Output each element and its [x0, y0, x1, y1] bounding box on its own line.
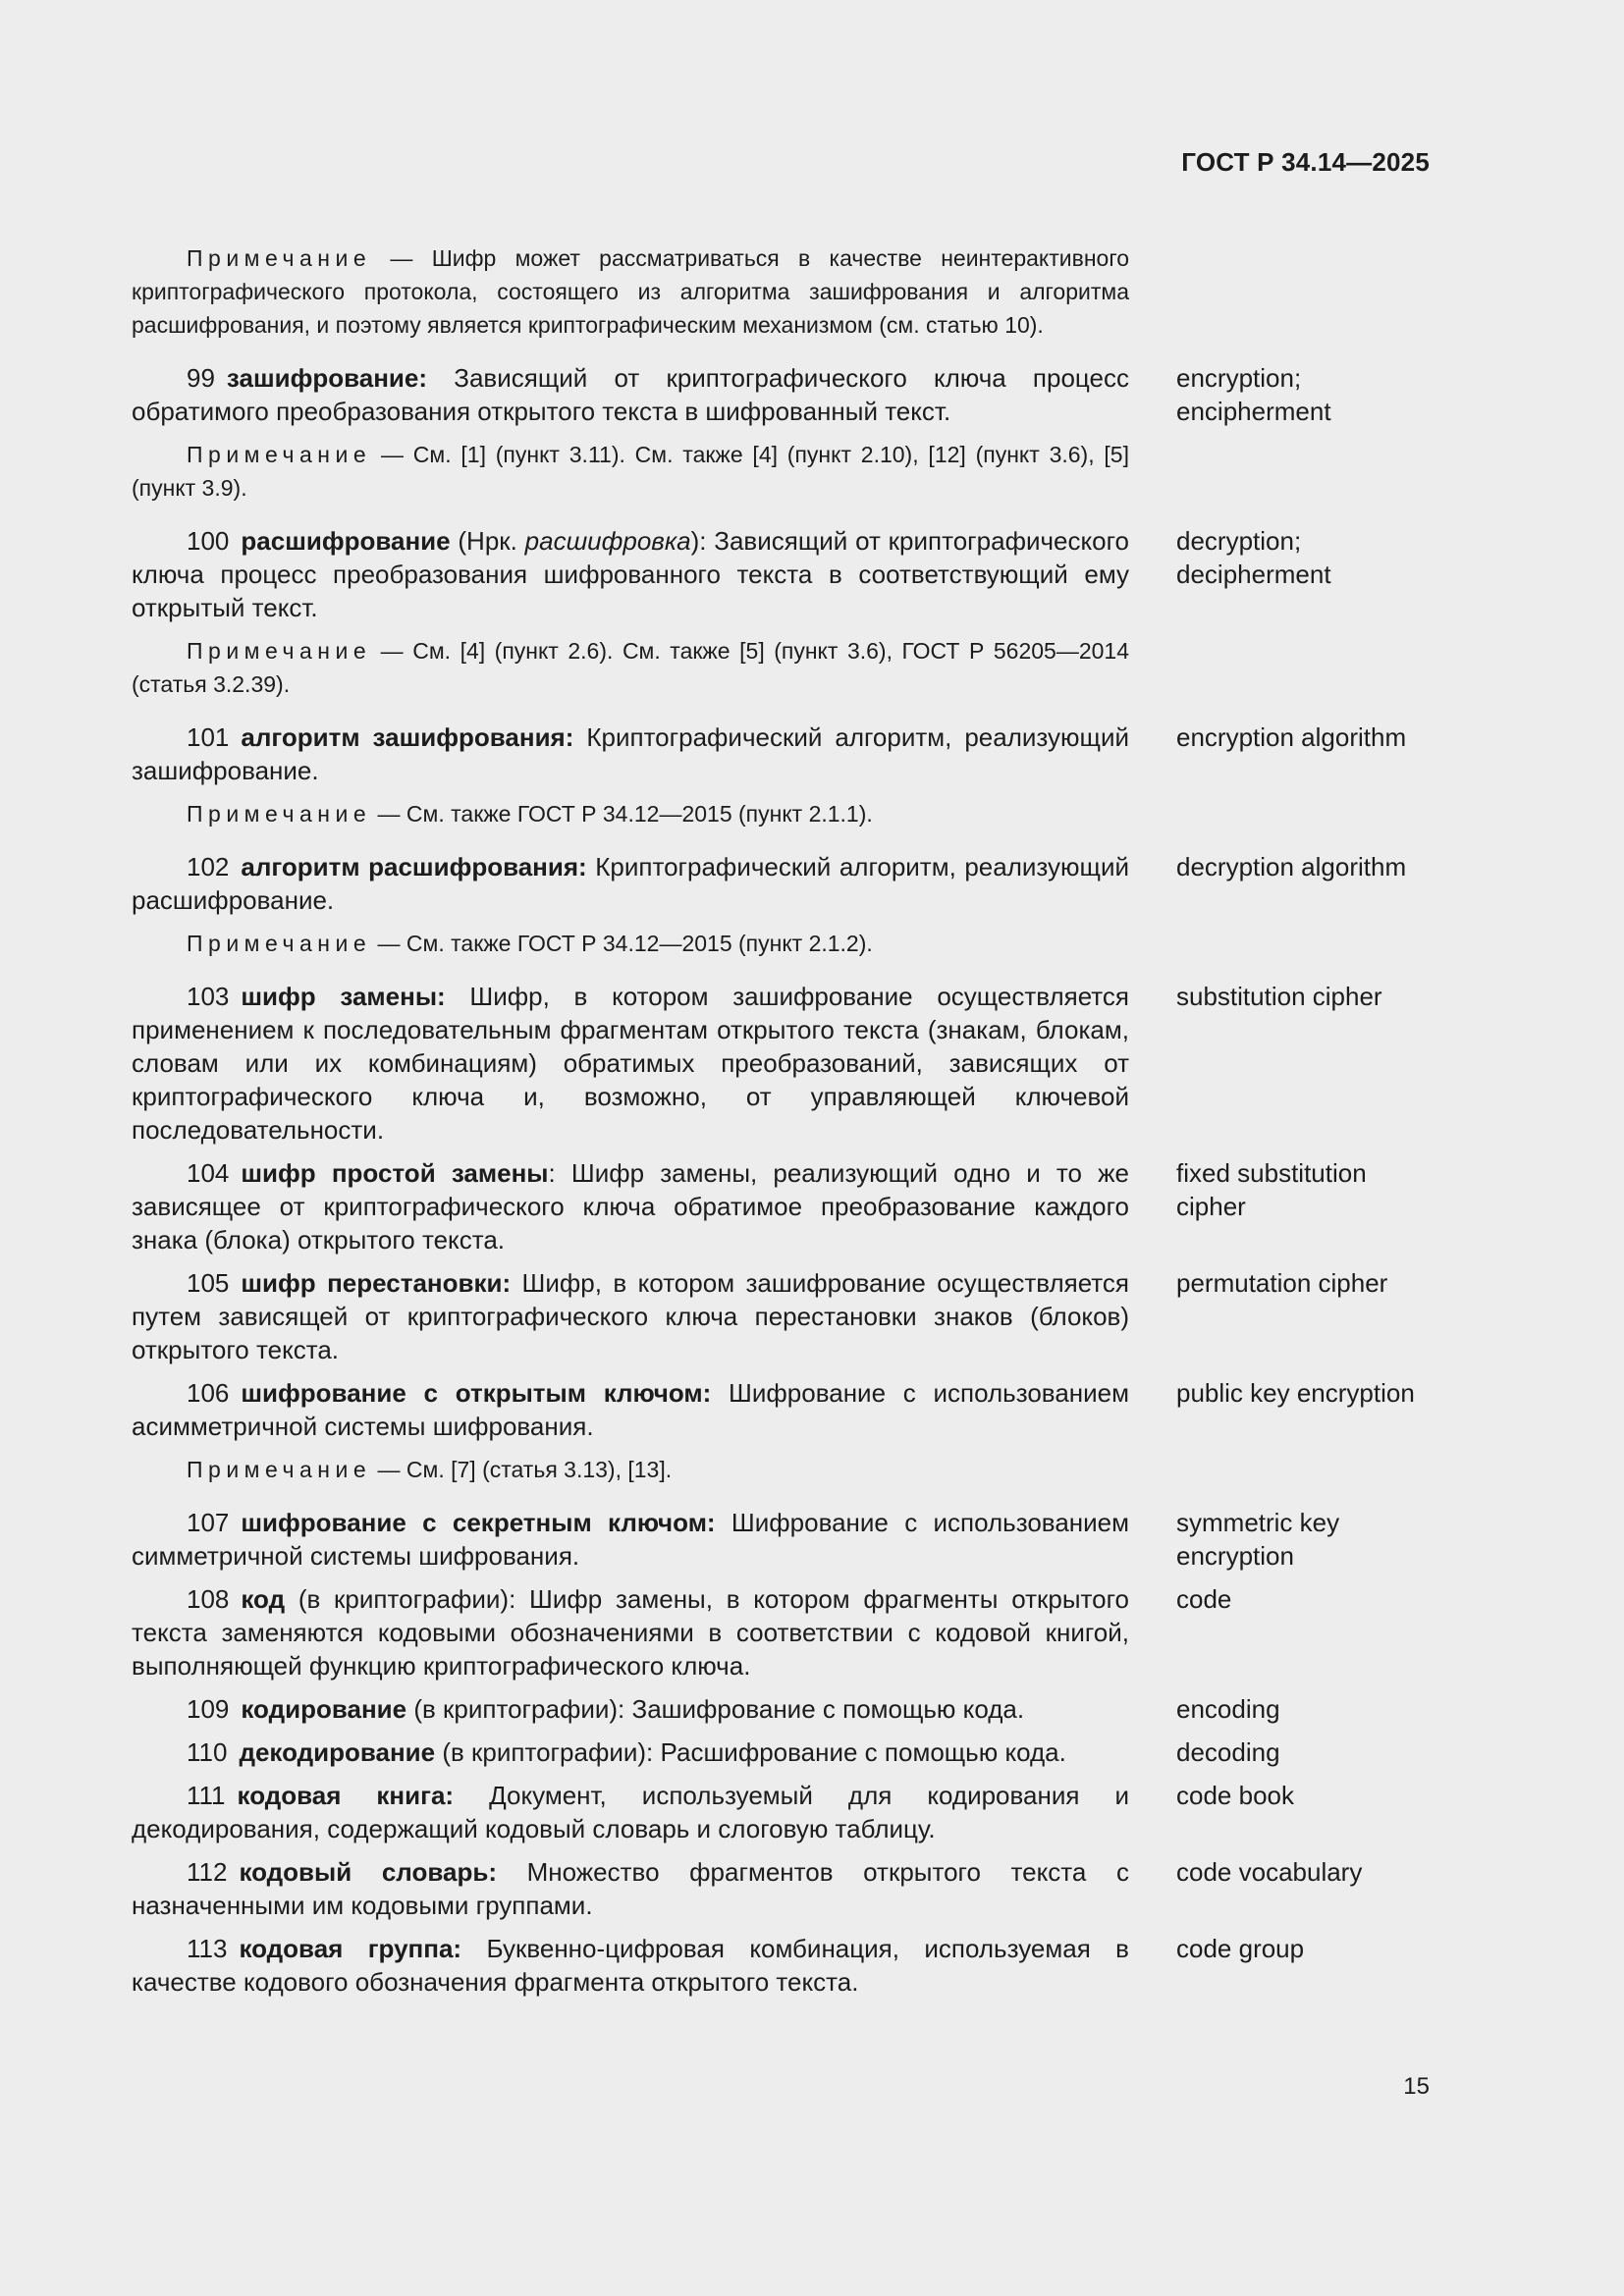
definition-text: Шифр, в котором зашифрование осуществляется путем зависящей от криптографического ключа перестановки знаков (блоков) открытого текста.: [132, 1268, 1129, 1364]
term-number: 108: [187, 1584, 230, 1614]
term-name: алгоритм расшифрования:: [241, 852, 587, 881]
term-definition: [132, 1266, 1129, 1366]
term-entry: [132, 980, 1430, 1147]
definition-text: Шифр замены, в котором фрагменты открытого текста заменяются кодовыми обозначениями в соответствии с кодовой книгой, выполняющей функцию криптографического ключа.: [132, 1584, 1130, 1681]
definition-text: Шифрование с использованием симметричной системы шифрования.: [132, 1508, 1129, 1571]
term-definition: [132, 980, 1129, 1147]
term-definition: [132, 1735, 1129, 1769]
definition-text: Шифр, в котором зашифрование осуществляется применением к последовательным фрагментам открытого текста (знакам, блокам, словам или их комбинациям) обратимых преобразований, зависящих от криптографического ключа и, возможно, от управляющей ключевой последовательности.: [132, 982, 1130, 1145]
term-entry: [132, 1266, 1430, 1366]
term-number: 112: [187, 1857, 228, 1887]
term-definition: [132, 1376, 1129, 1443]
note-label: Примечание: [187, 931, 372, 956]
term-number: 102: [187, 852, 230, 881]
term-number: 103: [187, 982, 230, 1011]
term-entry: [132, 361, 1430, 428]
term-name: кодовый словарь:: [239, 1857, 497, 1887]
note-label: Примечание: [187, 1457, 372, 1482]
english-equivalent: decoding: [1176, 1737, 1280, 1767]
term-entry: [132, 1582, 1430, 1682]
term-entry: [132, 1156, 1430, 1256]
definition-text: Буквенно-цифровая комбинация, используемая в качестве кодового обозначения фрагмента открытого текста.: [132, 1934, 1129, 1997]
term-number: 110: [187, 1737, 228, 1767]
term-definition: [132, 721, 1129, 787]
term-number: 104: [187, 1158, 230, 1188]
note: [132, 438, 1129, 505]
definition-text: Документ, используемый для кодирования и декодирования, содержащий кодовый словарь и слоговую таблицу.: [132, 1781, 1129, 1843]
definition-text: Зависящий от криптографического ключа процесс преобразования шифрованного текста в соответствующий ему открытый текст.: [132, 526, 1129, 622]
term-name: декодирование: [239, 1737, 436, 1767]
note-text: — См. [1] (пункт 3.11). См. также [4] (пункт 2.10), [12] (пункт 3.6), [5] (пункт 3.9).: [132, 442, 1129, 501]
english-equivalent: symmetric key encryption: [1176, 1508, 1340, 1571]
term-entry: [132, 850, 1430, 917]
term-entry: [132, 721, 1430, 787]
term-qualifier: (Нрк.: [450, 526, 525, 556]
term-definition: [132, 361, 1129, 428]
term-number: 106: [187, 1378, 230, 1408]
english-equivalent: code: [1176, 1584, 1232, 1614]
term-entry: [132, 1506, 1430, 1573]
english-equivalent: encryption; encipherment: [1176, 363, 1331, 426]
note: [132, 797, 1129, 830]
term-number: 105: [187, 1268, 230, 1298]
term-definition: [132, 1506, 1129, 1573]
definition-text: Шифр замены, реализующий одно и то же зависящее от криптографического ключа обратимое преобразование каждого знака (блока) открытого текста.: [132, 1158, 1129, 1255]
term-number: 113: [187, 1934, 228, 1963]
term-name: шифрование с секретным ключом:: [241, 1508, 716, 1537]
term-definition: [132, 1582, 1129, 1682]
definition-text: Множество фрагментов открытого текста с назначенными им кодовыми группами.: [132, 1857, 1129, 1920]
note-label: Примечание: [187, 245, 372, 271]
english-equivalent: code book: [1176, 1781, 1294, 1810]
note-text: — См. [7] (статья 3.13), [13].: [371, 1457, 673, 1482]
term-name: шифр простой замены: [241, 1158, 549, 1188]
term-definition: [132, 850, 1129, 917]
term-definition: [132, 1855, 1129, 1922]
term-number: 99: [187, 363, 215, 393]
note-label: Примечание: [187, 442, 372, 467]
term-entry: [132, 1855, 1430, 1922]
term-name: кодирование: [241, 1694, 407, 1724]
term-qualifier-end: (в криптографии):: [406, 1694, 625, 1724]
english-equivalent: substitution cipher: [1176, 982, 1382, 1011]
term-name: кодовая группа:: [239, 1934, 462, 1963]
term-definition: [132, 1156, 1129, 1256]
term-number: 107: [187, 1508, 230, 1537]
definition-text: Криптографический алгоритм, реализующий зашифрование.: [132, 722, 1129, 785]
english-equivalent: encoding: [1176, 1694, 1280, 1724]
term-entry: [132, 1376, 1430, 1443]
definition-text: Зашифрование с помощью кода.: [624, 1694, 1025, 1724]
page-number: 15: [1403, 2073, 1430, 2100]
term-name: расшифрование: [241, 526, 451, 556]
note-text: — Шифр может рассматриваться в качестве неинтерактивного криптографического протокола, состоящего из алгоритма зашифрования и алгоритма расшифрования, и поэтому является криптографическим механизмом (см. статью 10).: [132, 245, 1129, 338]
definition-text: Криптографический алгоритм, реализующий расшифрование.: [132, 852, 1129, 915]
note-text: — См. также ГОСТ Р 34.12—2015 (пункт 2.1.1).: [371, 801, 873, 827]
definition-text: Расшифрование с помощью кода.: [653, 1737, 1066, 1767]
term-entry: [132, 524, 1430, 624]
term-definition: [132, 524, 1129, 624]
term-definition: [132, 1932, 1129, 1999]
term-name: код: [241, 1584, 286, 1614]
term-definition: [132, 1779, 1129, 1845]
term-name: кодовая книга:: [237, 1781, 455, 1810]
term-name: шифр перестановки:: [241, 1268, 512, 1298]
english-equivalent: decryption algorithm: [1176, 852, 1407, 881]
note: [132, 241, 1129, 342]
note-label: Примечание: [187, 801, 372, 827]
english-equivalent: permutation cipher: [1176, 1268, 1388, 1298]
term-qualifier-end: (в криптографии):: [285, 1584, 516, 1614]
term-definition: [132, 1692, 1129, 1726]
english-equivalent: decryption; decipherment: [1176, 526, 1331, 589]
document-header: ГОСТ Р 34.14—2025: [1181, 147, 1430, 177]
term-number: 109: [187, 1694, 230, 1724]
term-qualifier-end: (в криптографии):: [435, 1737, 654, 1767]
definition-text: Зависящий от криптографического ключа процесс обратимого преобразования открытого текста в шифрованный текст.: [132, 363, 1129, 426]
english-equivalent: public key encryption: [1176, 1378, 1415, 1408]
note: [132, 1453, 1129, 1486]
english-equivalent: code group: [1176, 1934, 1305, 1963]
note-text: — См. [4] (пункт 2.6). См. также [5] (пункт 3.6), ГОСТ Р 56205—2014 (статья 3.2.39).: [132, 638, 1129, 697]
term-name: шифрование с открытым ключом:: [241, 1378, 712, 1408]
term-entry: [132, 1779, 1430, 1845]
term-entry: [132, 1735, 1430, 1769]
term-name: алгоритм зашифрования:: [241, 722, 574, 752]
english-equivalent: encryption algorithm: [1176, 722, 1407, 752]
term-number: 101: [187, 722, 230, 752]
note-text: — См. также ГОСТ Р 34.12—2015 (пункт 2.1.2).: [371, 931, 873, 956]
term-name: зашифрование:: [226, 363, 428, 393]
term-qualifier-end: ):: [690, 526, 707, 556]
terms-list: [132, 241, 1430, 1999]
term-qualifier-italic: расшифровка: [524, 526, 691, 556]
note-label: Примечание: [187, 638, 372, 664]
term-number: 111: [187, 1781, 226, 1810]
definition-text: Шифрование с использованием асимметричной системы шифрования.: [132, 1378, 1130, 1441]
note: [132, 927, 1129, 960]
term-entry: [132, 1932, 1430, 1999]
term-name: шифр замены:: [241, 982, 446, 1011]
term-entry: [132, 1692, 1430, 1726]
english-equivalent: code vocabulary: [1176, 1857, 1363, 1887]
english-equivalent: fixed substitution cipher: [1176, 1158, 1367, 1221]
note: [132, 634, 1129, 701]
term-number: 100: [187, 526, 230, 556]
term-qualifier-end: :: [548, 1158, 556, 1188]
